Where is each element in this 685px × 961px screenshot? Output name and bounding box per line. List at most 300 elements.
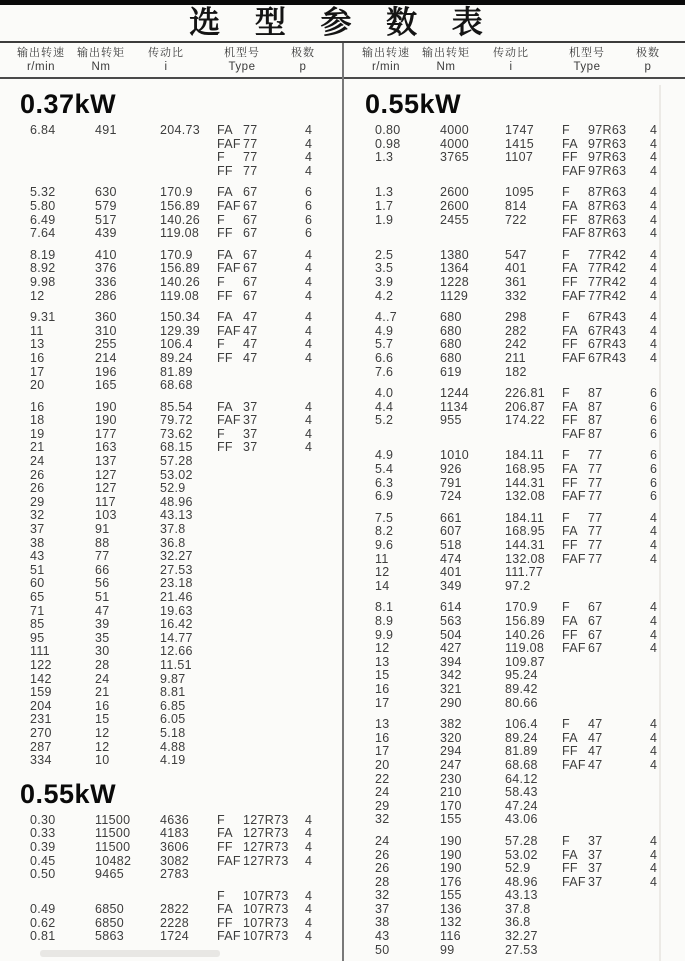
cell-torque: 474	[440, 551, 462, 566]
table-row	[0, 727, 342, 741]
cell-type-prefix: F	[562, 717, 570, 732]
cell-torque: 190	[95, 399, 117, 414]
cell-ratio: 2822	[160, 902, 190, 917]
cell-speed: 0.98	[375, 136, 401, 151]
table-row	[0, 868, 342, 882]
cell-torque: 77	[95, 549, 110, 564]
table-row	[345, 276, 685, 290]
cell-type-prefix: FAF	[562, 288, 586, 303]
cell-ratio: 111.77	[505, 565, 544, 580]
cell-speed: 9.31	[30, 310, 56, 325]
cell-type-size: 107R73	[243, 888, 289, 903]
cell-speed: 9.6	[375, 538, 394, 553]
table-row	[0, 366, 342, 380]
cell-type-prefix: FAF	[562, 226, 586, 241]
cell-type-size: 37	[243, 440, 258, 455]
table-row	[0, 930, 342, 944]
cell-poles: 6	[305, 212, 313, 227]
table-row	[0, 700, 342, 714]
cell-type-size: 67	[243, 185, 258, 200]
cell-type-size: 37	[588, 861, 603, 876]
column-header-poles	[272, 46, 334, 74]
cell-ratio: 79.72	[160, 413, 193, 428]
cell-poles: 4	[305, 350, 313, 365]
table-row	[0, 469, 342, 483]
cell-ratio: 37.8	[505, 901, 531, 916]
cell-type-size: 67R43	[588, 350, 627, 365]
cell-ratio: 174.22	[505, 413, 546, 428]
table-row	[0, 165, 342, 179]
cell-type-prefix: FF	[562, 274, 578, 289]
cell-ratio: 722	[505, 212, 527, 227]
cell-type-size: 67	[588, 600, 603, 615]
table-row	[0, 441, 342, 455]
cell-poles: 6	[305, 185, 313, 200]
cell-poles: 6	[305, 198, 313, 213]
table-row	[0, 618, 342, 632]
table-row	[345, 138, 685, 152]
cell-ratio: 4.19	[160, 753, 186, 768]
cell-poles: 4	[650, 226, 658, 241]
row-block	[345, 124, 685, 178]
cell-poles: 4	[305, 399, 313, 414]
table-row	[345, 862, 685, 876]
cell-torque: 504	[440, 627, 462, 642]
cell-poles: 4	[650, 538, 658, 553]
cell-speed: 26	[30, 467, 45, 482]
cell-torque: 190	[440, 861, 462, 876]
cell-speed: 8.92	[30, 261, 56, 276]
table-row	[0, 917, 342, 931]
cell-ratio: 106.4	[160, 337, 193, 352]
table-row	[345, 553, 685, 567]
table-row	[0, 325, 342, 339]
row-block	[0, 311, 342, 393]
cell-type-size: 37	[243, 426, 258, 441]
cell-torque: 47	[95, 603, 110, 618]
cell-torque: 491	[95, 123, 117, 137]
table-row	[0, 482, 342, 496]
cell-speed: 4.9	[375, 323, 394, 338]
cell-ratio: 27.53	[505, 942, 538, 957]
cell-torque: 190	[440, 833, 462, 848]
cell-ratio: 5.18	[160, 725, 186, 740]
cell-type-prefix: F	[562, 310, 570, 325]
table-row	[0, 659, 342, 673]
cell-speed: 24	[30, 454, 45, 469]
cell-type-prefix: FA	[562, 399, 578, 414]
cell-type-size: 67R43	[588, 310, 627, 325]
cell-ratio: 1107	[505, 150, 534, 165]
cell-ratio: 48.96	[505, 874, 538, 889]
cell-type-prefix: FA	[562, 614, 578, 628]
cell-speed: 32	[30, 508, 45, 523]
cell-poles: 4	[650, 524, 658, 539]
cell-poles: 4	[650, 350, 658, 365]
cell-ratio: 81.89	[160, 364, 193, 379]
cell-torque: 127	[95, 481, 117, 496]
cell-torque: 255	[95, 337, 117, 352]
cell-type-size: 87	[588, 399, 603, 414]
cell-type-size: 67	[243, 212, 258, 227]
cell-torque: 176	[440, 874, 462, 889]
cell-poles: 4	[650, 150, 658, 165]
pole-unit: p	[299, 61, 307, 73]
cell-ratio: 32.27	[505, 929, 538, 944]
cell-ratio: 168.95	[505, 524, 546, 539]
cell-type-size: 47	[243, 310, 258, 325]
table-row	[345, 601, 685, 615]
cell-speed: 11	[375, 551, 389, 566]
cell-type-prefix: FAF	[217, 261, 241, 276]
table-row	[345, 414, 685, 428]
cell-poles: 4	[650, 510, 658, 525]
cell-poles: 4	[650, 833, 658, 848]
cell-ratio: 80.66	[505, 695, 538, 710]
cell-ratio: 21.46	[160, 590, 193, 604]
cell-torque: 39	[95, 617, 110, 632]
cell-torque: 6850	[95, 915, 125, 930]
cell-type-size: 77	[243, 150, 258, 165]
cell-torque: 12	[95, 739, 110, 754]
pole-unit: p	[644, 61, 652, 73]
cell-speed: 65	[30, 590, 45, 604]
cell-type-size: 67R43	[588, 323, 627, 338]
cell-speed: 20	[375, 757, 390, 772]
cell-ratio: 52.9	[505, 861, 531, 876]
row-block	[345, 249, 685, 303]
cell-poles: 4	[650, 274, 658, 289]
cell-type-prefix: F	[562, 448, 570, 463]
cell-speed: 50	[375, 942, 390, 957]
cell-torque: 51	[95, 590, 110, 604]
cell-torque: 132	[440, 915, 462, 930]
table-row	[345, 428, 685, 442]
table-row	[0, 352, 342, 366]
cell-torque: 3765	[440, 150, 470, 165]
cell-poles: 4	[305, 812, 313, 827]
cell-ratio: 2228	[160, 915, 190, 930]
cell-torque: 518	[440, 538, 462, 553]
cell-speed: 37	[375, 901, 390, 916]
cell-type-size: 77R42	[588, 261, 627, 276]
cell-speed: 2.5	[375, 247, 394, 262]
cell-ratio: 36.8	[160, 535, 186, 550]
cell-type-size: 77R42	[588, 288, 627, 303]
table-row	[345, 401, 685, 415]
cell-type-size: 77R42	[588, 274, 627, 289]
cell-torque: 294	[440, 744, 462, 759]
cell-torque: 56	[95, 576, 110, 591]
cell-type-size: 97R63	[588, 123, 627, 137]
cell-ratio: 140.26	[160, 212, 201, 227]
row-block	[345, 601, 685, 710]
cell-poles: 4	[650, 247, 658, 262]
cell-torque: 116	[440, 929, 461, 944]
cell-speed: 6.84	[30, 123, 56, 137]
table-row	[0, 841, 342, 855]
table-row	[0, 338, 342, 352]
cell-speed: 270	[30, 725, 52, 740]
table-row	[0, 564, 342, 578]
cell-type-prefix: F	[562, 600, 570, 615]
cell-torque: 410	[95, 247, 117, 262]
cell-poles: 6	[650, 462, 658, 477]
type-label: 机型号	[569, 47, 605, 59]
column-header-type	[549, 46, 625, 74]
cell-poles: 4	[305, 136, 313, 151]
cell-poles: 4	[305, 929, 313, 944]
cell-torque: 136	[440, 901, 462, 916]
cell-type-prefix: FF	[217, 839, 233, 854]
cell-type-prefix: F	[217, 426, 225, 441]
cell-speed: 5.7	[375, 337, 394, 352]
cell-torque: 630	[95, 185, 117, 200]
cell-speed: 12	[375, 641, 390, 656]
cell-torque: 1364	[440, 261, 470, 276]
cell-poles: 6	[650, 448, 658, 463]
cell-poles: 4	[650, 185, 658, 200]
cell-torque: 517	[95, 212, 117, 227]
torque-label: 输出转矩	[77, 47, 125, 59]
cell-ratio: 3082	[160, 853, 190, 868]
cell-type-prefix: FAF	[217, 413, 241, 428]
cell-ratio: 73.62	[160, 426, 193, 441]
table-row	[0, 632, 342, 646]
cell-poles: 4	[650, 163, 658, 178]
cell-type-prefix: FAF	[562, 163, 586, 178]
cell-speed: 17	[375, 695, 390, 710]
cell-poles: 4	[650, 323, 658, 338]
cell-poles: 4	[305, 440, 313, 455]
cell-torque: 177	[95, 426, 117, 441]
table-row	[345, 889, 685, 903]
cell-type-size: 77	[588, 475, 603, 490]
table-row	[345, 539, 685, 553]
table-row	[0, 227, 342, 241]
cell-ratio: 9.87	[160, 671, 186, 686]
table-row	[345, 642, 685, 656]
right-table-panel	[345, 90, 685, 961]
cell-type-prefix: FA	[562, 462, 578, 477]
table-row	[0, 200, 342, 214]
cell-torque: 4000	[440, 136, 470, 151]
table-row	[345, 214, 685, 228]
cell-type-prefix: F	[562, 123, 570, 137]
cell-torque: 680	[440, 310, 462, 325]
cell-speed: 17	[375, 744, 390, 759]
cell-speed: 1.3	[375, 150, 394, 165]
cell-torque: 320	[440, 730, 462, 745]
table-row	[345, 325, 685, 339]
table-row	[0, 827, 342, 841]
cell-poles: 4	[305, 310, 313, 325]
cell-speed: 38	[30, 535, 45, 550]
pole-label: 极数	[636, 47, 660, 59]
table-row	[0, 124, 342, 138]
cell-torque: 394	[440, 654, 462, 669]
table-row	[345, 916, 685, 930]
cell-ratio: 106.4	[505, 717, 538, 732]
torque-unit: Nm	[436, 61, 456, 73]
cell-speed: 7.5	[375, 510, 394, 525]
cell-type-prefix: F	[217, 212, 225, 227]
cell-poles: 4	[305, 902, 313, 917]
table-row	[345, 669, 685, 683]
cell-ratio: 43.06	[505, 812, 538, 827]
table-row	[0, 401, 342, 415]
type-label: 机型号	[224, 47, 260, 59]
table-row	[0, 591, 342, 605]
cell-torque: 5863	[95, 929, 125, 944]
cell-torque: 680	[440, 323, 462, 338]
cell-ratio: 57.28	[160, 454, 193, 469]
cell-torque: 290	[440, 695, 462, 710]
cell-type-size: 47	[243, 323, 258, 338]
cell-speed: 43	[30, 549, 45, 564]
cell-ratio: 4183	[160, 826, 190, 841]
cell-speed: 9.98	[30, 274, 56, 289]
cell-ratio: 89.24	[160, 350, 193, 365]
table-row	[345, 745, 685, 759]
cell-poles: 4	[305, 853, 313, 868]
cell-type-prefix: FA	[217, 185, 233, 200]
cell-type-prefix: FAF	[562, 757, 586, 772]
row-block	[0, 249, 342, 303]
table-row	[345, 387, 685, 401]
cell-speed: 5.32	[30, 185, 56, 200]
table-row	[345, 165, 685, 179]
cell-poles: 4	[650, 730, 658, 745]
cell-poles: 4	[305, 337, 313, 352]
table-row	[345, 759, 685, 773]
cell-speed: 4.4	[375, 399, 394, 414]
row-block	[345, 387, 685, 441]
cell-poles: 4	[650, 874, 658, 889]
cell-torque: 10	[95, 753, 110, 768]
table-row	[0, 428, 342, 442]
cell-speed: 0.50	[30, 867, 56, 882]
cell-torque: 137	[95, 454, 117, 469]
ratio-unit: i	[509, 61, 513, 73]
cell-poles: 6	[650, 413, 658, 428]
section-heading: 0.37kW	[20, 89, 117, 119]
table-row	[0, 138, 342, 152]
cell-ratio: 85.54	[160, 399, 193, 414]
cell-speed: 3.9	[375, 274, 394, 289]
cell-type-prefix: FF	[562, 744, 578, 759]
cell-poles: 4	[650, 717, 658, 732]
table-row	[345, 512, 685, 526]
left-table-panel	[0, 90, 342, 952]
cell-type-prefix: FF	[217, 226, 233, 241]
cell-type-size: 47	[243, 337, 258, 352]
cell-ratio: 58.43	[505, 785, 538, 800]
cell-speed: 8.1	[375, 600, 394, 615]
cell-poles: 4	[305, 426, 313, 441]
cell-torque: 376	[95, 261, 117, 276]
table-row	[345, 629, 685, 643]
cell-type-size: 87R63	[588, 198, 627, 213]
cell-torque: 360	[95, 310, 117, 325]
cell-type-prefix: FAF	[217, 323, 241, 338]
cell-ratio: 47.24	[505, 798, 538, 813]
cell-type-prefix: F	[217, 812, 225, 827]
row-block	[345, 449, 685, 503]
table-row	[0, 605, 342, 619]
table-row	[0, 523, 342, 537]
cell-ratio: 4.88	[160, 739, 186, 754]
cell-ratio: 298	[505, 310, 527, 325]
table-row	[345, 249, 685, 263]
table-row	[0, 713, 342, 727]
panel-divider-line	[342, 43, 344, 961]
cell-type-size: 67	[588, 641, 603, 656]
cell-type-prefix: FA	[217, 247, 233, 262]
cell-speed: 122	[30, 657, 52, 672]
cell-type-prefix: FAF	[217, 136, 241, 151]
cell-type-prefix: F	[217, 274, 225, 289]
cell-torque: 382	[440, 717, 462, 732]
cell-type-size: 127R73	[243, 826, 289, 841]
cell-speed: 13	[375, 654, 390, 669]
section-heading: 0.55kW	[365, 89, 462, 119]
cell-ratio: 182	[505, 364, 527, 379]
table-row	[0, 186, 342, 200]
cell-torque: 24	[95, 671, 110, 686]
cell-torque: 21	[95, 685, 110, 700]
cell-torque: 607	[440, 524, 462, 539]
cell-ratio: 32.27	[160, 549, 193, 564]
cell-type-prefix: F	[562, 185, 570, 200]
cell-type-prefix: FAF	[217, 853, 241, 868]
cell-poles: 4	[305, 288, 313, 303]
type-unit: Type	[573, 61, 601, 73]
cell-type-prefix: FF	[562, 475, 578, 490]
table-row	[345, 732, 685, 746]
cell-torque: 614	[440, 600, 462, 615]
table-row	[345, 477, 685, 491]
cell-type-prefix: F	[217, 337, 225, 352]
cell-poles: 4	[305, 247, 313, 262]
cell-ratio: 144.31	[505, 538, 546, 553]
cell-type-size: 77	[243, 163, 258, 178]
cell-ratio: 361	[505, 274, 527, 289]
cell-poles: 4	[650, 847, 658, 862]
cell-speed: 60	[30, 576, 45, 591]
ratio-label: 传动比	[493, 47, 529, 59]
cell-type-size: 87	[588, 413, 603, 428]
cell-torque: 247	[440, 757, 462, 772]
cell-speed: 1.9	[375, 212, 394, 227]
cell-ratio: 57.28	[505, 833, 538, 848]
cell-torque: 127	[95, 467, 117, 482]
cell-type-size: 67	[243, 288, 258, 303]
cell-ratio: 64.12	[505, 771, 538, 786]
cell-ratio: 170.9	[160, 247, 193, 262]
cell-ratio: 1095	[505, 185, 535, 200]
cell-type-prefix: FF	[562, 861, 578, 876]
cell-ratio: 14.77	[160, 630, 193, 645]
table-header-left	[0, 46, 342, 76]
cell-torque: 1228	[440, 274, 470, 289]
cell-torque: 28	[95, 657, 110, 672]
cell-type-size: 97R63	[588, 150, 627, 165]
cell-poles: 6	[650, 386, 658, 401]
cell-speed: 0.39	[30, 839, 56, 854]
section-heading: 0.55kW	[20, 778, 117, 809]
cell-torque: 4000	[440, 123, 470, 137]
